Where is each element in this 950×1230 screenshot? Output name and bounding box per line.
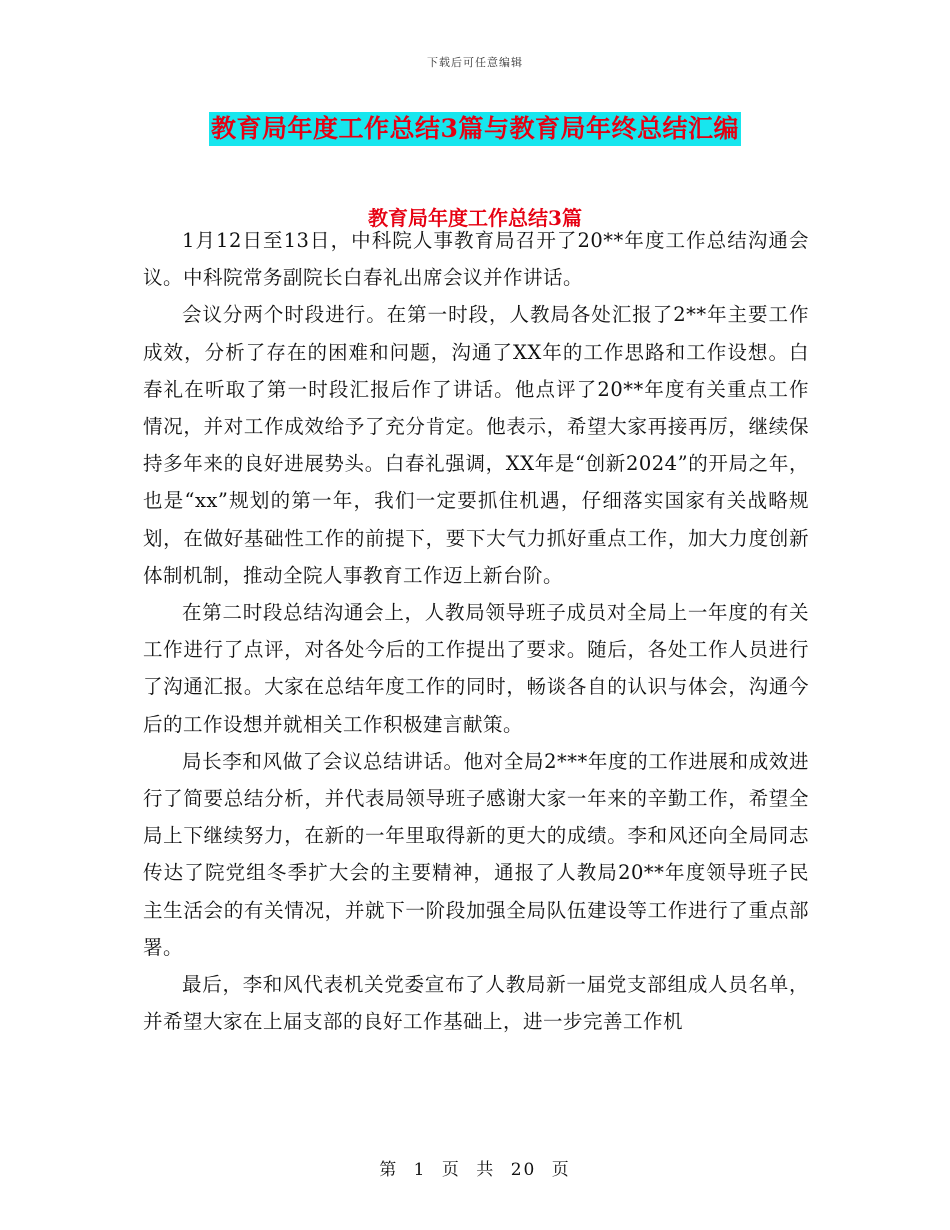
- section-title: 教育局年度工作总结3篇: [368, 206, 582, 230]
- header-note: 下载后可任意编辑: [427, 56, 523, 69]
- main-title: 教育局年度工作总结3篇与教育局年终总结汇编: [209, 112, 741, 146]
- main-title-container: [0, 112, 950, 146]
- paragraph-5: 最后，李和风代表机关党委宣布了人教局新一届党支部组成人员名单，并希望大家在上届支部的良好工作基础上，进一步完善工作机: [143, 973, 809, 1034]
- paragraph-4: 局长李和风做了会议总结讲话。他对全局2***年度的工作进展和成效进行了简要总结分析，并代表局领导班子感谢大家一年来的辛勤工作，希望全局上下继续努力，在新的一年里取得新的更大的成绩。李和风还向全局同志传达了院党组冬季扩大会的主要精神，通报了人教局20**年度领导班子民主生活会的有关情况，并就下一阶段加强全局队伍建设等工作进行了重点部署。: [143, 749, 809, 959]
- document-body: [143, 222, 809, 1040]
- page-number-footer: 第 1 页 共 20 页: [379, 1160, 571, 1180]
- paragraph-3: 在第二时段总结沟通会上，人教局领导班子成员对全局上一年度的有关工作进行了点评，对各处今后的工作提出了要求。随后，各处工作人员进行了沟通汇报。大家在总结年度工作的同时，畅谈各自的认识与体会，沟通今后的工作设想并就相关工作积极建言献策。: [143, 601, 809, 736]
- paragraph-1: 1月12日至13日，中科院人事教育局召开了20**年度工作总结沟通会议。中科院常务副院长白春礼出席会议并作讲话。: [143, 229, 809, 290]
- paragraph-2: 会议分两个时段进行。在第一时段，人教局各处汇报了2**年主要工作成效，分析了存在的困难和问题，沟通了XX年的工作思路和工作设想。白春礼在听取了第一时段汇报后作了讲话。他点评了20**年度有关重点工作情况，并对工作成效给予了充分肯定。他表示，希望大家再接再厉，继续保持多年来的良好进展势头。白春礼强调，XX年是“创新2024”的开局之年，也是“xx”规划的第一年，我们一定要抓住机遇，仔细落实国家有关战略规划，在做好基础性工作的前提下，要下大气力抓好重点工作，加大力度创新体制机制，推动全院人事教育工作迈上新台阶。: [143, 303, 809, 587]
